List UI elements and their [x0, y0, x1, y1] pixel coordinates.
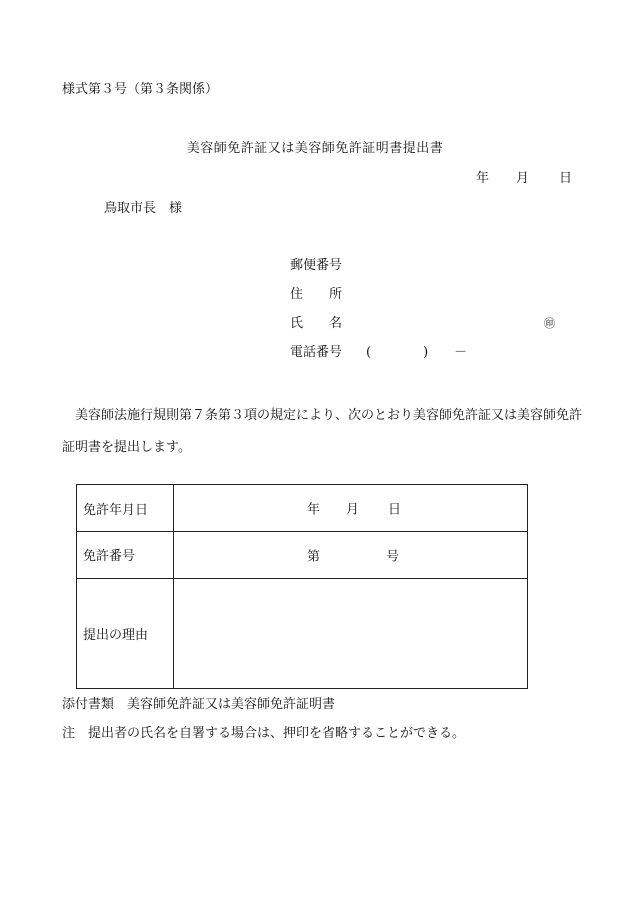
date-year-label: 年: [476, 171, 490, 186]
reason-label: 提出の理由: [77, 578, 174, 688]
table-row-reason: [77, 578, 527, 688]
footnote: 注 提出者の氏名を自署する場合は、押印を省略することができる。: [62, 726, 466, 741]
license-info-table: [76, 484, 528, 689]
table-row-license-number: [77, 531, 527, 579]
license-date-year: 年: [307, 502, 321, 518]
license-date-month: 月: [346, 502, 360, 518]
attachment-note: 添付書類 美容師免許証又は美容師免許証明書: [62, 697, 336, 712]
reason-cell: [174, 578, 527, 688]
license-number-suffix: 号: [386, 549, 400, 564]
address-label: 住 所: [290, 287, 343, 302]
body-paragraph: 美容師法施行規則第７条第３項の規定により、次のとおり美容師免許証又は美容師免許証明書を提出します。: [62, 408, 583, 455]
license-date-cell: [174, 485, 527, 531]
name-label: 氏 名: [290, 316, 343, 331]
addressee: 鳥取市長 様: [104, 201, 183, 216]
date-day-label: 日: [559, 171, 573, 186]
license-number-cell: [174, 531, 527, 578]
postal-code-label: 郵便番号: [290, 258, 343, 273]
license-date-label: 免許年月日: [77, 485, 174, 531]
table-row-license-date: [77, 485, 527, 532]
document-title: 美容師免許証又は美容師免許証明書提出書: [186, 141, 444, 156]
seal-mark: ㊞: [544, 317, 555, 330]
form-number-label: 様式第３号（第３条関係）: [62, 82, 219, 97]
phone-label: 電話番号: [290, 345, 343, 360]
phone-number-format: ( ) －: [366, 345, 468, 360]
license-number-label: 免許番号: [77, 531, 174, 578]
license-date-day: 日: [388, 502, 402, 518]
date-month-label: 月: [516, 171, 530, 186]
license-number-prefix: 第: [307, 549, 321, 564]
